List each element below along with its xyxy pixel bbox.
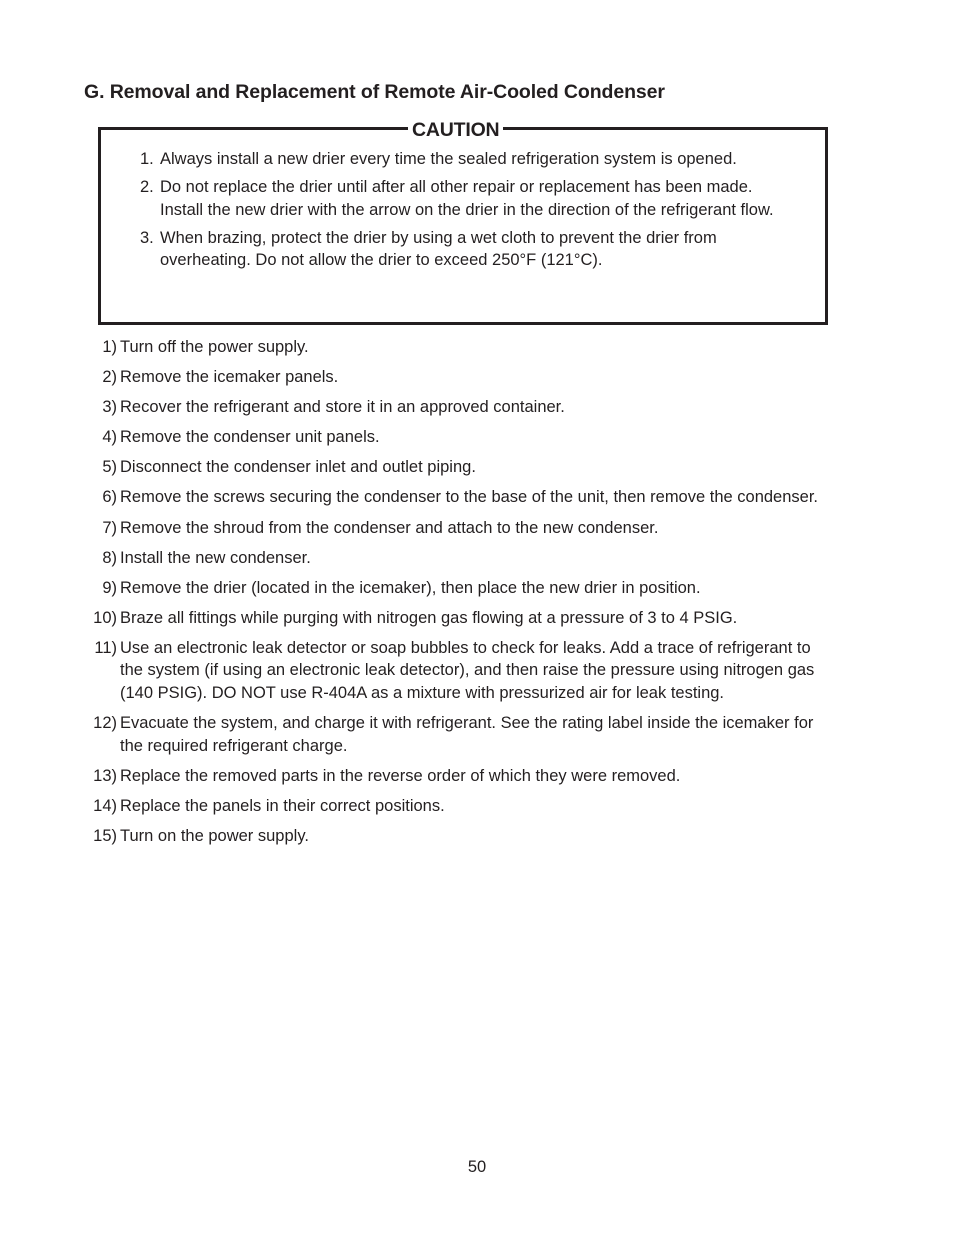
step-number: 15) [93,826,117,845]
procedure-step [84,396,824,419]
step-text: Install the new condenser. [120,548,311,567]
step-text: Remove the condenser unit panels. [120,428,380,447]
step-number: 3) [102,398,117,417]
step-text: Braze all fittings while purging with nitrogen gas flowing at a pressure of 3 to 4 PSIG. [120,608,738,627]
step-text: Replace the removed parts in the reverse order of which they were removed. [120,766,681,785]
caution-item-text: When brazing, protect the drier by using a wet cloth to prevent the drier from overheating. Do not allow the drier to exceed 250°F (121°C). [160,228,717,269]
procedure-step [84,547,824,570]
step-text: Disconnect the condenser inlet and outlet piping. [120,458,476,477]
procedure-step [84,825,824,848]
caution-item-number: 2. [140,178,154,196]
step-text: Use an electronic leak detector or soap bubbles to check for leaks. Add a trace of refrigerant to the system (if using an electronic leak detector), and then raise the pressure using nitrogen gas (140 PSIG). DO NOT use R-404A as a mixture with pressurized air for leak testing. [120,638,815,702]
step-number: 7) [102,518,117,537]
step-text: Remove the shroud from the condenser and attach to the new condenser. [120,518,659,537]
step-number: 4) [102,428,117,447]
step-text: Remove the drier (located in the icemaker), then place the new drier in position. [120,578,701,597]
caution-item [140,227,800,272]
procedure-step [84,456,824,479]
procedure-step [84,765,824,788]
step-number: 12) [93,714,117,733]
page-number: 50 [467,1158,487,1176]
step-text: Recover the refrigerant and store it in an approved container. [120,398,565,417]
caution-item-text: Do not replace the drier until after all other repair or replacement has been made. Install the new drier with the arrow on the drier in the direction of the refrigerant flow. [160,178,774,219]
step-text: Turn on the power supply. [120,826,309,845]
caution-item-text: Always install a new drier every time the sealed refrigeration system is opened. [160,150,737,168]
step-number: 10) [93,608,117,627]
procedure-step [84,712,824,757]
procedure-steps [84,336,824,855]
procedure-step [84,486,824,509]
section-heading: G. Removal and Replacement of Remote Air-Cooled Condenser [84,81,665,103]
step-number: 5) [102,458,117,477]
procedure-step [84,637,824,705]
procedure-step [84,517,824,540]
caution-item-number: 3. [140,228,154,247]
step-number: 11) [94,638,117,657]
step-text: Evacuate the system, and charge it with refrigerant. See the rating label inside the icemaker for the required refrigerant charge. [120,714,814,755]
step-number: 1) [102,338,117,356]
caution-item [140,176,800,221]
procedure-step [84,426,824,449]
step-text: Remove the screws securing the condenser to the base of the unit, then remove the condenser. [120,488,818,507]
step-number: 13) [93,766,117,785]
procedure-step [84,795,824,818]
procedure-step [84,366,824,389]
step-text: Remove the icemaker panels. [120,368,339,387]
caution-list [140,148,800,277]
step-number: 9) [102,578,117,597]
procedure-step [84,577,824,600]
caution-item-number: 1. [140,150,154,168]
caution-title: CAUTION [408,117,503,143]
step-number: 8) [102,548,117,567]
caution-item [140,148,800,171]
step-text: Replace the panels in their correct positions. [120,796,445,815]
step-number: 14) [93,796,117,815]
step-number: 6) [102,488,117,507]
procedure-step [84,336,824,359]
procedure-step [84,607,824,630]
step-text: Turn off the power supply. [120,338,309,356]
step-number: 2) [102,368,117,387]
